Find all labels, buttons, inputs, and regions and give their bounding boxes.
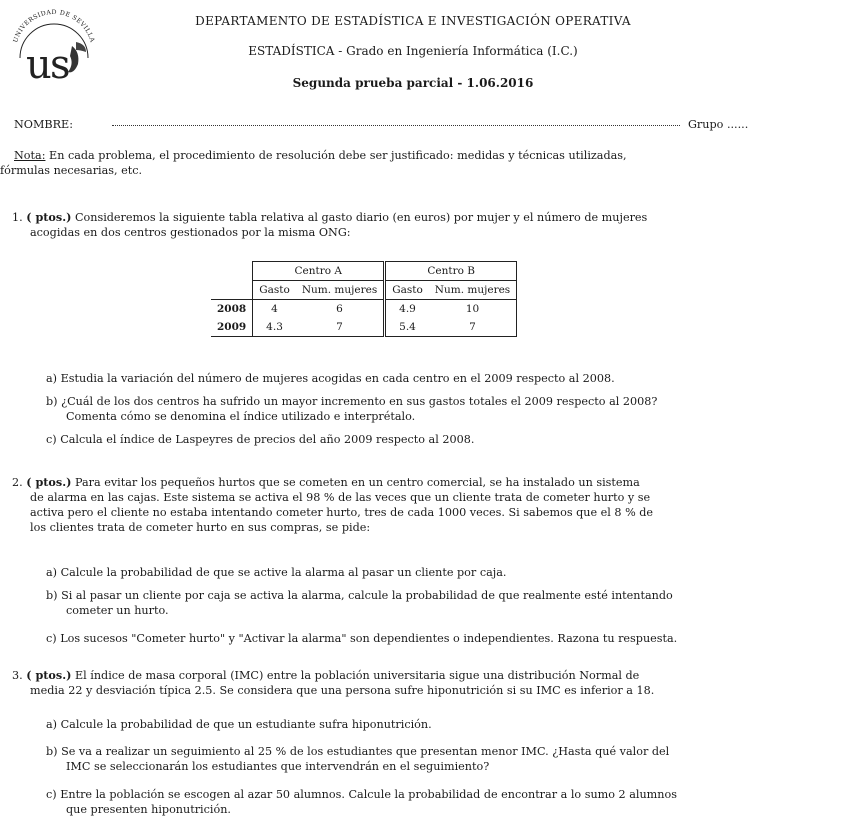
table-cell: 7 [296,318,385,337]
table-col-header: Gasto [385,281,429,300]
problem-3-part-b-line-2: IMC se seleccionarán los estudiantes que intervendrán en el seguimiento? [66,760,490,773]
name-dotted-line [112,125,680,126]
table-cell: 5.4 [385,318,429,337]
problem-2-intro-1: 2. ( ptos.) Para evitar los pequeños hurtos que se cometen en un centro comercial, se ha instalado un sistema [12,475,640,489]
exam-title: Segunda prueba parcial - 1.06.2016 [292,76,534,90]
table-col-header: Num. mujeres [429,281,517,300]
table-cell: 7 [429,318,517,337]
problem-3-part-c: c) Entre la población se escogen al azar 50 alumnos. Calcule la probabilidad de encontrar a lo sumo 2 alumnos [46,788,677,801]
note-line-1: Nota: En cada problema, el procedimiento de resolución debe ser justificado: medidas y técnicas utilizadas, [14,149,627,162]
problem-1-intro-1: 1. ( ptos.) Consideremos la siguiente tabla relativa al gasto diario (en euros) por mujer y el número de mujeres [12,210,648,224]
svg-text:s: s [50,42,71,88]
table-cell: 4.9 [385,300,429,319]
problem-1-part-b: b) ¿Cuál de los dos centros ha sufrido un mayor incremento en sus gastos totales el 2009 respecto al 2008? [46,395,658,408]
department-title: DEPARTAMENTO DE ESTADÍSTICA E INVESTIGACIÓN OPERATIVA [195,14,631,28]
problem-2-intro-4: los clientes trata de cometer hurto en sus compras, se pide: [30,521,371,534]
problem-2-intro-3: activa pero el cliente no estaba intentando cometer hurto, tres de cada 1000 veces. Si sabemos que el 8 % de [30,506,654,519]
table-group-b: Centro B [385,262,517,281]
table-col-header: Gasto [253,281,296,300]
problem-1-intro-2: acogidas en dos centros gestionados por la misma ONG: [30,226,351,239]
table-col-header: Num. mujeres [296,281,385,300]
table-group-a: Centro A [253,262,385,281]
svg-text:UNIVERSIDAD DE SEVILLA: UNIVERSIDAD DE SEVILLA [12,8,96,44]
table-cell: 4.3 [253,318,296,337]
problem-2-part-c: c) Los sucesos "Cometer hurto" y "Activar la alarma" son dependientes o independientes. Razona tu respuesta. [46,632,678,645]
table-cell: 6 [336,303,343,315]
note-line-2: fórmulas necesarias, etc. [0,164,143,177]
table-row-year: 2009 [211,318,253,337]
note-label: Nota: [14,149,46,162]
problem-3-part-c-line-2: que presenten hiponutrición. [66,803,231,816]
problem-3-part-b: b) Se va a realizar un seguimiento al 25 % de los estudiantes que presentan menor IMC. ¿Hasta qué valor del [46,745,670,758]
problem-2-part-b: b) Si al pasar un cliente por caja se activa la alarma, calcule la probabilidad de que realmente esté intentando [46,589,673,602]
university-seal-logo [6,6,102,90]
problem-2-part-a: a) Calcule la probabilidad de que se active la alarma al pasar un cliente por caja. [46,566,507,579]
problem-1-part-a: a) Estudia la variación del número de mujeres acogidas en cada centro en el 2009 respecto al 2008. [46,372,615,385]
problem-1-part-b-line-2: Comenta cómo se denomina el índice utilizado e interprétalo. [66,410,416,423]
group-label: Grupo ...... [688,118,749,131]
table-row [211,300,517,319]
problem-3-part-a: a) Calcule la probabilidad de que un estudiante sufra hiponutrición. [46,718,432,731]
svg-text:u: u [26,42,52,88]
expense-table [211,261,517,337]
problem-1-part-c: c) Calcula el índice de Laspeyres de precios del año 2009 respecto al 2008. [46,433,475,446]
table-cell: 4 [253,300,296,319]
course-title: ESTADÍSTICA - Grado en Ingeniería Informática (I.C.) [248,44,578,58]
problem-2-part-b-line-2: cometer un hurto. [66,604,169,617]
name-label: NOMBRE: [14,118,73,131]
table-cell: 10 [429,300,517,319]
problem-3-intro-1: 3. ( ptos.) El índice de masa corporal (IMC) entre la población universitaria sigue una distribución Normal de [12,668,640,682]
table-row-year: 2008 [211,300,253,319]
problem-2-intro-2: de alarma en las cajas. Este sistema se activa el 98 % de las veces que un cliente trata de cometer hurto y se [30,491,651,504]
problem-3-intro-2: media 22 y desviación típica 2.5. Se considera que una persona sufre hiponutrición si su IMC es inferior a 18. [30,684,655,697]
table-row [211,318,517,337]
